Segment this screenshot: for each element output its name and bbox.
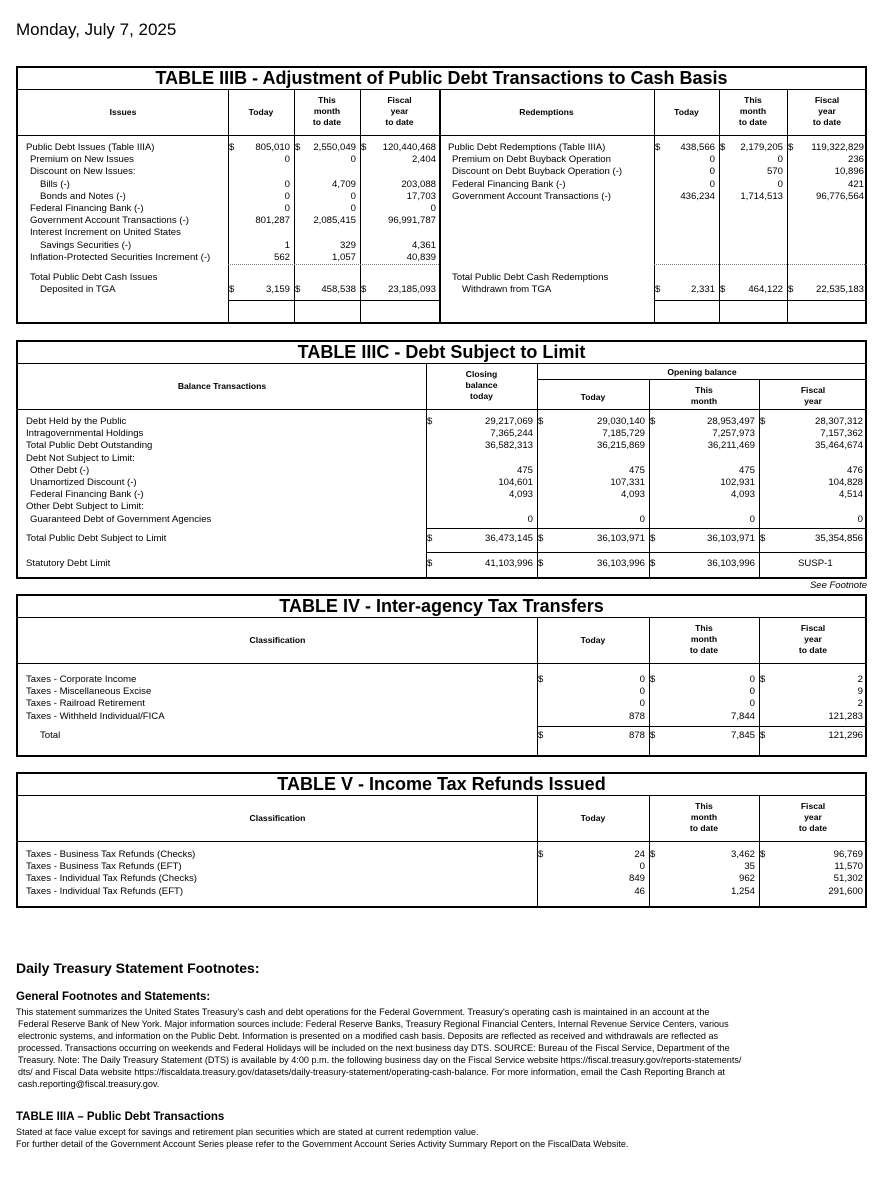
- debt-total-value: 36,103,971: [706, 533, 755, 544]
- redemption-today: 436,234: [680, 190, 715, 202]
- debt-row-label: Debt Not Subject to Limit:: [26, 452, 135, 464]
- opening-balance-header: Opening balance: [667, 367, 737, 377]
- issue-label: Bills (-): [40, 178, 70, 190]
- refund-value: 849: [628, 873, 645, 885]
- dollar-sign: $: [427, 558, 433, 569]
- footnote-line: Stated at face value except for savings and retirement plan securities which are stated at current redemption value.: [16, 1127, 479, 1137]
- refund-value: 46: [634, 885, 645, 897]
- opening-today-header: Today: [580, 392, 606, 402]
- footnotes-title: Daily Treasury Statement Footnotes:: [16, 960, 260, 976]
- balance-transactions-header: Balance Transactions: [177, 381, 267, 391]
- tax-transfer-value: 9: [857, 686, 863, 698]
- issues-today-header: Today: [248, 107, 274, 117]
- issue-label: Premium on New Issues: [30, 154, 134, 166]
- issues-total-label2: Deposited in TGA: [40, 284, 116, 295]
- redemption-today: 0: [709, 178, 715, 190]
- debt-row-value: 4,093: [620, 489, 645, 501]
- issue-today: 1: [284, 239, 290, 251]
- refund-value: 962: [738, 873, 755, 885]
- dollar-sign: $: [295, 284, 301, 295]
- today-header: Today: [580, 635, 606, 645]
- dollar-sign: $: [760, 674, 766, 685]
- dollar-sign: $: [650, 674, 656, 685]
- tax-transfer-value: 0: [639, 686, 645, 698]
- refund-value: 96,769: [833, 849, 863, 860]
- issue-fy: 0: [430, 203, 436, 214]
- refund-label: Taxes - Business Tax Refunds (EFT): [26, 861, 182, 873]
- see-footnote: See Footnote: [809, 580, 867, 591]
- redemption-label: Public Debt Redemptions (Table IIIA): [448, 142, 606, 153]
- debt-total-value: 36,103,971: [596, 533, 645, 544]
- tax-transfer-value: 2: [857, 698, 863, 710]
- issue-label: Government Account Transactions (-): [30, 215, 189, 227]
- redemption-today: 0: [709, 166, 715, 178]
- opening-month-header: This month: [690, 385, 718, 406]
- debt-row-value: 7,257,973: [712, 428, 755, 440]
- redemption-label: Discount on Debt Buyback Operation (-): [452, 166, 623, 178]
- general-footnotes-title: General Footnotes and Statements:: [16, 991, 211, 1003]
- dollar-sign: $: [538, 558, 544, 569]
- debt-row-value: 28,953,497: [706, 416, 755, 427]
- month-header: This month to date: [689, 623, 719, 655]
- debt-limit-value: 41,103,996: [484, 558, 533, 569]
- dollar-sign: $: [361, 284, 367, 295]
- issues-total-today: 3,159: [265, 284, 290, 295]
- redemptions-fy-header: Fiscal year to date: [812, 95, 842, 127]
- debt-row-label: Federal Financing Bank (-): [30, 489, 144, 501]
- issue-label: Public Debt Issues (Table IIIA): [26, 142, 155, 153]
- issue-fy: 96,991,787: [387, 215, 436, 227]
- dollar-sign: $: [229, 284, 235, 295]
- table-3b-title: TABLE IIIB - Adjustment of Public Debt Transactions to Cash Basis: [18, 68, 865, 90]
- debt-row-value: 35,464,674: [814, 440, 863, 452]
- table-4: [16, 594, 867, 757]
- table-4-title: TABLE IV - Inter-agency Tax Transfers: [18, 596, 865, 618]
- footnote-line: For further detail of the Government Account Series please refer to the Government Account Series Activity Summary Report on the FiscalData Website.: [16, 1139, 629, 1149]
- fy-header: Fiscal year to date: [798, 623, 828, 655]
- dollar-sign: $: [427, 533, 433, 544]
- redemption-fy: 10,896: [834, 166, 864, 178]
- redemption-month: 0: [777, 154, 783, 166]
- dollar-sign: $: [650, 849, 656, 860]
- refund-label: Taxes - Individual Tax Refunds (Checks): [26, 873, 197, 885]
- debt-row-label: Other Debt Subject to Limit:: [26, 501, 144, 513]
- issue-label: Inflation-Protected Securities Increment (-): [30, 251, 211, 263]
- tax-transfer-value: 0: [639, 698, 645, 710]
- tax-transfer-value: 0: [749, 674, 755, 685]
- issues-fy-header: Fiscal year to date: [385, 95, 414, 127]
- dollar-sign: $: [538, 730, 544, 741]
- debt-row-label: Unamortized Discount (-): [30, 477, 137, 488]
- tax-transfer-total-value: 121,296: [828, 730, 863, 741]
- issue-fy: 40,839: [406, 251, 436, 263]
- issue-label: Bonds and Notes (-): [40, 190, 126, 202]
- dollar-sign: $: [538, 416, 544, 427]
- tax-transfer-value: 878: [628, 710, 645, 722]
- refund-value: 11,570: [834, 861, 863, 873]
- tax-transfer-total-value: 878: [628, 730, 645, 741]
- table-3a-title: TABLE IIIA – Public Debt Transactions: [16, 1111, 225, 1123]
- debt-row-value: 28,307,312: [814, 416, 863, 427]
- tax-transfer-value: 2: [857, 674, 863, 685]
- debt-row-value: 36,215,869: [596, 440, 645, 452]
- debt-row-value: 102,931: [720, 477, 755, 488]
- issue-today: 0: [284, 190, 290, 202]
- debt-row-value: 4,093: [730, 489, 755, 501]
- dollar-sign: $: [650, 416, 656, 427]
- redemption-today: 438,566: [680, 142, 715, 153]
- dollar-sign: $: [650, 730, 656, 741]
- debt-row-value: 36,582,313: [484, 440, 533, 452]
- redemption-month: 570: [766, 166, 783, 178]
- dollar-sign: $: [427, 416, 433, 427]
- debt-row-label: Guaranteed Debt of Government Agencies: [30, 513, 212, 525]
- footnote-line: Treasury. Note: The Daily Treasury Statement (DTS) is available by 4:00 p.m. the following business day on the Fiscal Service website https://fiscal.treasury.gov/reports-statements/: [18, 1055, 742, 1065]
- issue-month: 2,085,415: [313, 215, 356, 227]
- dollar-sign: $: [720, 284, 726, 295]
- footnote-line: processed. Transactions occurring on weekends and Federal Holidays will be included on the next business day DTS. SOURCE: Bureau of the Fiscal Service, Department of the: [18, 1043, 730, 1053]
- redemptions-total-label: Total Public Debt Cash Redemptions: [452, 272, 609, 283]
- debt-row-value: 4,514: [838, 489, 863, 501]
- classification-header: Classification: [249, 635, 306, 645]
- debt-total-value: 36,473,145: [484, 533, 533, 544]
- debt-row-value: 107,331: [610, 477, 645, 488]
- table-3c-title: TABLE IIIC - Debt Subject to Limit: [18, 342, 865, 364]
- debt-row-value: 475: [516, 464, 533, 476]
- issue-today: 0: [284, 178, 290, 190]
- refund-value: 24: [634, 849, 645, 860]
- redemption-label: Premium on Debt Buyback Operation: [452, 154, 611, 166]
- redemption-month: 2,179,205: [740, 142, 783, 153]
- issue-fy: 203,088: [401, 178, 436, 190]
- dollar-sign: $: [720, 142, 726, 153]
- debt-limit-value: 36,103,996: [706, 558, 755, 569]
- refund-value: 0: [639, 861, 645, 873]
- issue-fy: 17,703: [406, 190, 436, 202]
- dollar-sign: $: [788, 142, 794, 153]
- debt-row-label: Debt Held by the Public: [26, 416, 127, 427]
- general-footnotes-text: [16, 1006, 856, 1090]
- table-3a-text: [16, 1126, 856, 1150]
- table-5-title: TABLE V - Income Tax Refunds Issued: [18, 774, 865, 796]
- footnote-line: This statement summarizes the United States Treasury's cash and debt operations for the Federal Government. Treasury's operating cash is maintained in an account at the: [16, 1007, 710, 1017]
- issues-total-month: 458,538: [321, 284, 356, 295]
- debt-limit-status: SUSP-1: [798, 558, 833, 569]
- statement-date: Monday, July 7, 2025: [16, 20, 177, 39]
- redemptions-total-label2: Withdrawn from TGA: [462, 284, 552, 295]
- debt-row-value: 29,217,069: [484, 416, 533, 427]
- today-header: Today: [580, 813, 606, 823]
- footnote-line: dts/ and Fiscal Data website https://fiscaldata.treasury.gov/datasets/daily-treasury-statement/operating-cash-balance. For more information, email the Cash Reporting Branch at: [18, 1067, 725, 1077]
- tax-transfer-label: Taxes - Corporate Income: [26, 674, 137, 685]
- issue-month: 0: [350, 203, 356, 214]
- closing-balance-header: Closing balance today: [465, 369, 498, 401]
- dollar-sign: $: [295, 142, 301, 153]
- redemptions-total-today: 2,331: [690, 284, 715, 295]
- redemptions-header: Redemptions: [519, 107, 574, 117]
- issue-month: 0: [350, 190, 356, 202]
- opening-fy-header: Fiscal year: [800, 385, 826, 406]
- issue-label: Savings Securities (-): [40, 239, 132, 251]
- debt-total-label: Total Public Debt Subject to Limit: [26, 533, 167, 544]
- debt-row-value: 104,828: [828, 477, 863, 488]
- debt-row-label: Intragovernmental Holdings: [26, 428, 144, 440]
- issue-month: 2,550,049: [313, 142, 356, 153]
- redemptions-today-header: Today: [674, 107, 699, 117]
- redemption-fy: 236: [847, 154, 864, 166]
- debt-row-value: 29,030,140: [596, 416, 645, 427]
- redemptions-month-header: This month to date: [738, 95, 768, 127]
- redemption-month: 0: [777, 178, 783, 190]
- redemptions-total-fy: 22,535,183: [815, 284, 864, 295]
- debt-row-value: 475: [738, 464, 755, 476]
- debt-row-value: 475: [628, 464, 645, 476]
- dollar-sign: $: [760, 416, 766, 427]
- dollar-sign: $: [538, 849, 544, 860]
- issue-today: 0: [284, 154, 290, 166]
- dollar-sign: $: [538, 533, 544, 544]
- debt-row-value: 0: [749, 513, 755, 525]
- refund-value: 3,462: [730, 849, 755, 860]
- fy-header: Fiscal year to date: [798, 801, 828, 833]
- debt-limit-value: 36,103,996: [596, 558, 645, 569]
- table-3c: [16, 340, 867, 579]
- refund-value: 1,254: [730, 885, 755, 897]
- tax-transfer-value: 121,283: [828, 710, 863, 722]
- issue-month: 4,709: [331, 178, 356, 190]
- dollar-sign: $: [361, 142, 367, 153]
- dollar-sign: $: [655, 142, 661, 153]
- tax-transfer-value: 0: [749, 686, 755, 698]
- issue-today: 0: [284, 203, 290, 214]
- tax-transfer-label: Taxes - Miscellaneous Excise: [26, 686, 152, 698]
- dollar-sign: $: [650, 533, 656, 544]
- debt-row-value: 0: [857, 513, 863, 525]
- tax-transfer-label: Taxes - Railroad Retirement: [26, 698, 145, 710]
- issue-month: 329: [339, 239, 356, 251]
- tax-transfer-value: 7,844: [730, 710, 755, 722]
- issue-fy: 2,404: [411, 154, 436, 166]
- dollar-sign: $: [788, 284, 794, 295]
- redemption-fy: 96,776,564: [815, 190, 864, 202]
- dollar-sign: $: [650, 558, 656, 569]
- redemption-today: 0: [709, 154, 715, 166]
- issues-total-label: Total Public Debt Cash Issues: [30, 272, 158, 283]
- dollar-sign: $: [760, 533, 766, 544]
- issue-fy: 4,361: [411, 239, 436, 251]
- issues-total-fy: 23,185,093: [387, 284, 436, 295]
- tax-transfer-total-label: Total: [40, 730, 61, 741]
- issue-label: Discount on New Issues:: [30, 166, 136, 178]
- debt-row-value: 7,157,362: [820, 428, 863, 440]
- redemption-fy: 119,322,829: [811, 142, 864, 153]
- debt-row-value: 7,185,729: [602, 428, 645, 440]
- table-3b: [16, 66, 867, 324]
- debt-row-value: 0: [639, 513, 645, 525]
- tax-transfer-label: Taxes - Withheld Individual/FICA: [26, 710, 165, 722]
- dollar-sign: $: [229, 142, 235, 153]
- footnote-line: electronic systems, and information on the Public Debt. Information is presented on a modified cash basis. Deposits are reflected as received and withdrawals are reflected as: [18, 1031, 719, 1041]
- redemption-label: Government Account Transactions (-): [452, 190, 611, 202]
- dollar-sign: $: [538, 674, 544, 685]
- dollar-sign: $: [655, 284, 661, 295]
- issue-fy: 120,440,468: [382, 142, 436, 153]
- debt-row-value: 104,601: [498, 477, 533, 488]
- footnote-line: Federal Reserve Bank of New York. Major information sources include: Federal Reserve Banks, Treasury Regional Financial Centers, Internal Revenue Service Centers, various: [18, 1019, 729, 1029]
- debt-row-value: 7,365,244: [490, 428, 533, 440]
- issue-label: Interest Increment on United States: [30, 227, 181, 239]
- debt-total-value: 35,354,856: [814, 533, 863, 544]
- refund-value: 51,302: [833, 873, 863, 885]
- issues-header: Issues: [109, 107, 137, 117]
- debt-row-value: 4,093: [508, 489, 533, 501]
- issue-month: 0: [350, 154, 356, 166]
- tax-transfer-value: 0: [749, 698, 755, 710]
- dollar-sign: $: [760, 849, 766, 860]
- tax-transfer-total-value: 7,845: [730, 730, 755, 741]
- debt-row-label: Other Debt (-): [30, 464, 90, 476]
- tax-transfer-value: 0: [639, 674, 645, 685]
- dollar-sign: $: [760, 730, 766, 741]
- issue-label: Federal Financing Bank (-): [30, 203, 144, 214]
- debt-row-label: Total Public Debt Outstanding: [26, 440, 153, 452]
- issue-today: 805,010: [255, 142, 290, 153]
- issues-month-header: This month to date: [312, 95, 342, 127]
- issue-today: 801,287: [255, 215, 290, 227]
- refund-label: Taxes - Business Tax Refunds (Checks): [26, 849, 196, 860]
- table-5: [16, 772, 867, 908]
- redemption-month: 1,714,513: [740, 190, 783, 202]
- debt-limit-label: Statutory Debt Limit: [26, 558, 111, 569]
- classification-header: Classification: [249, 813, 306, 823]
- refund-value: 35: [744, 861, 755, 873]
- debt-row-value: 36,211,469: [707, 440, 755, 452]
- issue-today: 562: [273, 251, 290, 263]
- month-header: This month to date: [689, 801, 719, 833]
- refund-value: 291,600: [828, 885, 863, 897]
- refund-label: Taxes - Individual Tax Refunds (EFT): [26, 885, 184, 897]
- debt-row-value: 0: [527, 513, 533, 525]
- debt-row-value: 476: [846, 464, 863, 476]
- issue-month: 1,057: [331, 251, 356, 263]
- footnote-line: cash.reporting@fiscal.treasury.gov.: [18, 1079, 160, 1089]
- redemptions-total-month: 464,122: [748, 284, 783, 295]
- redemption-label: Federal Financing Bank (-): [452, 178, 566, 190]
- redemption-fy: 421: [847, 178, 864, 190]
